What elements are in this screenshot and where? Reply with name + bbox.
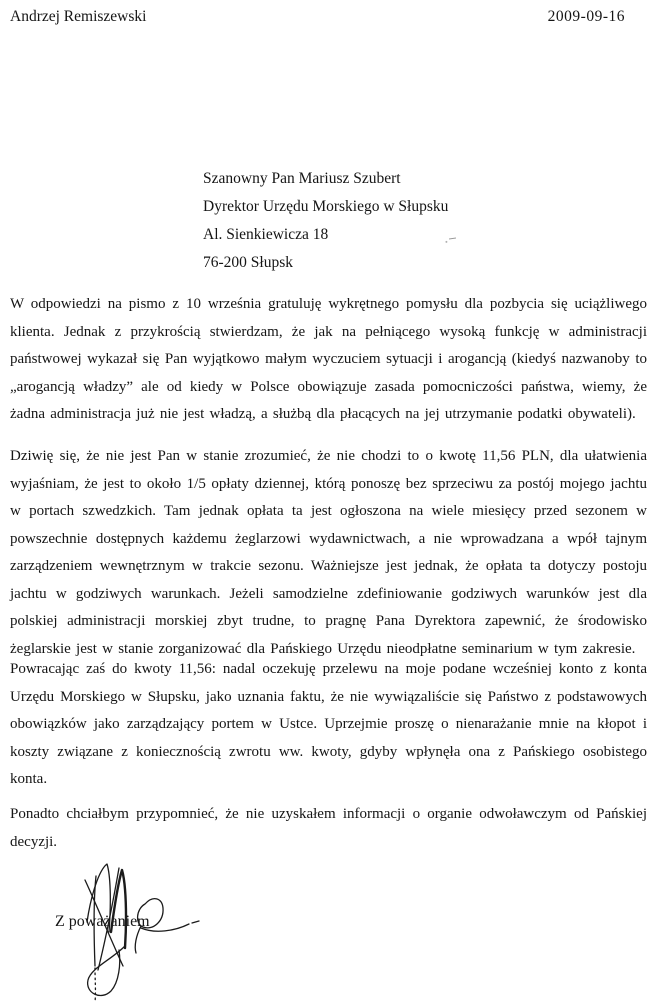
recipient-city: 76-200 Słupsk — [203, 254, 293, 271]
scan-artifact-mark — [449, 238, 456, 240]
paragraph-3: Powracając zaś do kwoty 11,56: nadal oczekuję przelewu na moje podane wcześniej konto z konta Urzędu Morskiego w Słupsku, jako uznania faktu, że nie wywiązaliście się Państwo z podstawowych obowiązków jako zarządzający portem w Ustce. Uprzejmie proszę o nienarażanie mnie na kłopot i koszty związane z koniecznością zwrotu ww. kwoty, gdyby wpłynęła ona z Pańskiego osobistego konta. — [10, 661, 647, 787]
recipient-street: Al. Sienkiewicza 18 — [203, 226, 329, 243]
paragraph-2: Dziwię się, że nie jest Pan w stanie zrozumieć, że nie chodzi to o kwotę 11,56 PLN, dla ułatwienia wyjaśniam, że jest to około 1/5 opłaty dziennej, którą ponoszę bez sprzeciwu za postój mojego jachtu w portach szwedzkich. Tam jednak opłata ta jest ogłoszona na wiele miesięcy przed sezonem w powszechnie dostępnych każdemu żeglarzowi wydawnictwach, a nie wprowadzana a wpół tajnym zarządzeniem wewnętrznym w trakcie sezonu. Ważniejsze jest jednak, że opłata ta dotyczy postoju jachtu w godziwych warunkach. Jeżeli samodzielne zdefiniowanie godziwych warunków jest dla polskiej administracji morskiej zbyt trudne, to pragnę Pana Dyrektora zapewnić, że środowisko żeglarskie jest w stanie zorganizować dla Pańskiego Urzędu nieodpłatne seminarium w tym zakresie. — [10, 448, 647, 657]
recipient-block — [203, 165, 448, 277]
recipient-title: Dyrektor Urzędu Morskiego w Słupsku — [203, 198, 449, 215]
letter-date: 2009-09-16 — [547, 8, 625, 25]
sender-name: Andrzej Remiszewski — [10, 8, 147, 25]
closing-salutation: Z poważaniem — [55, 913, 150, 930]
paragraph-1: W odpowiedzi na pismo z 10 września gratuluję wykrętnego pomysłu dla pozbycia się uciążliwego klienta. Jednak z przykrością stwierdzam, że jak na pełniącego wysoką funkcję w administracji państwowej wykazał się Pan wyjątkowo małym wyczuciem sytuacji i arogancją (kiedyś nazwanoby to „arogancją władzy” ale od kiedy w Polsce obowiązuje zasada pomocniczości państwa, wiemy, że żadna administracja już nie jest władzą, a służbą dla płacących na jej utrzymanie podatki obywateli). — [10, 296, 647, 422]
recipient-salutation-name: Szanowny Pan Mariusz Szubert — [203, 170, 401, 187]
handwritten-signature-icon — [75, 860, 205, 1004]
paragraph-4: Ponadto chciałbym przypomnieć, że nie uzyskałem informacji o organie odwoławczym od Pańskiej decyzji. — [10, 806, 647, 850]
